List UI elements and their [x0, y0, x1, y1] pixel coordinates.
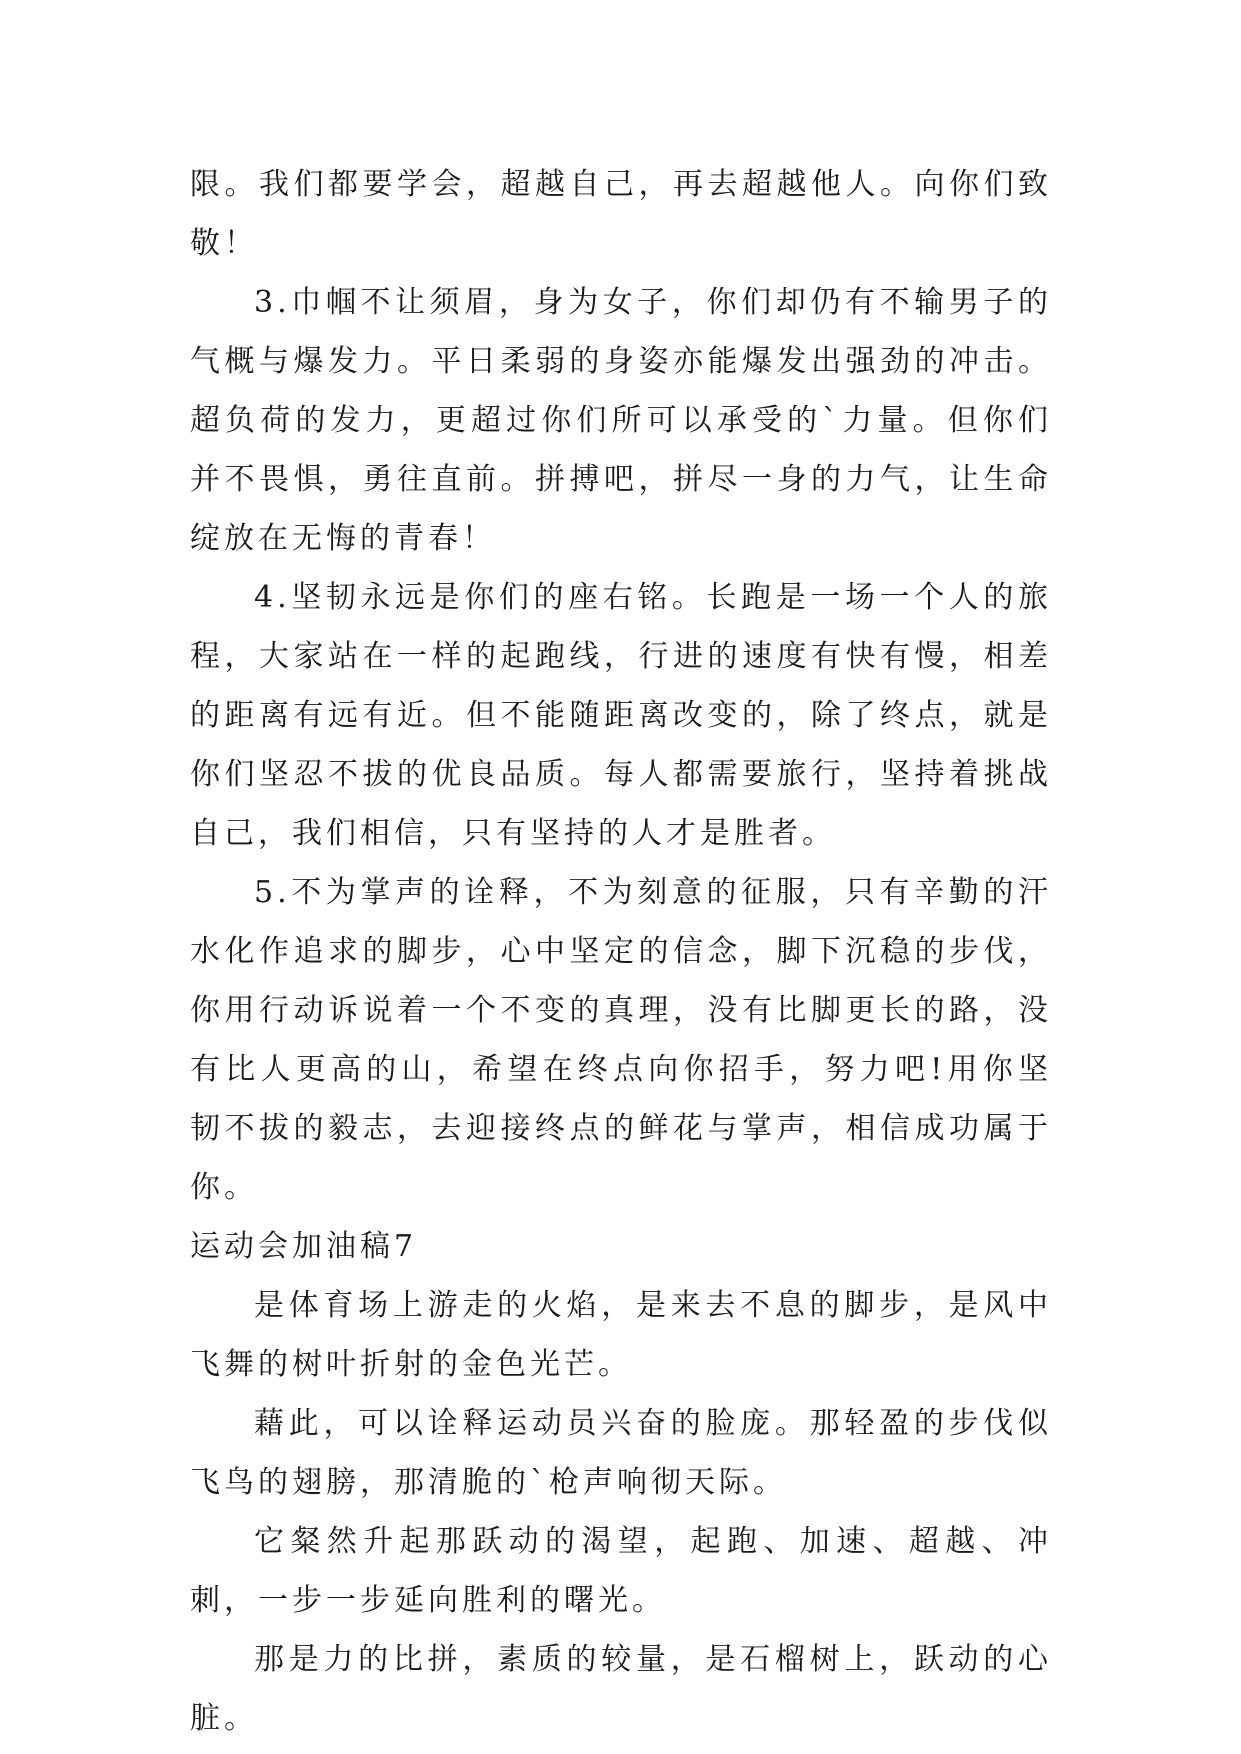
paragraph-continuation: 限。我们都要学会，超越自己，再去超越他人。向你们致敬！: [190, 167, 1052, 261]
document-body: [190, 155, 1052, 1748]
paragraph-item-4: 4.坚韧永远是你们的座右铭。长跑是一场一个人的旅程，大家站在一样的起跑线，行进的速度有快有慢，相差的距离有远有近。但不能随距离改变的，除了终点，就是你们坚忍不拔的优良品质。每人都需要旅行，坚持着挑战自己，我们相信，只有坚持的人才是胜者。: [190, 580, 1052, 851]
section-heading: 运动会加油稿7: [190, 1229, 418, 1264]
paragraph-item-5: 5.不为掌声的诠释，不为刻意的征服，只有辛勤的汗水化作追求的脚步，心中坚定的信念，脚下沉稳的步伐，你用行动诉说着一个不变的真理，没有比脚更长的路，没有比人更高的山，希望在终点向你招手，努力吧!用你坚韧不拔的毅志，去迎接终点的鲜花与掌声，相信成功属于你。: [190, 875, 1052, 1205]
paragraph: 它粲然升起那跃动的渴望，起跑、加速、超越、冲刺，一步一步延向胜利的曙光。: [190, 1524, 1052, 1618]
paragraph: 那是力的比拼，素质的较量，是石榴树上，跃动的心脏。: [190, 1642, 1052, 1736]
paragraph: 是体育场上游走的火焰，是来去不息的脚步，是风中飞舞的树叶折射的金色光芒。: [190, 1288, 1052, 1382]
paragraph: 藉此，可以诠释运动员兴奋的脸庞。那轻盈的步伐似飞鸟的翅膀，那清脆的`枪声响彻天际。: [190, 1406, 1052, 1500]
paragraph-item-3: 3.巾帼不让须眉，身为女子，你们却仍有不输男子的气概与爆发力。平日柔弱的身姿亦能爆发出强劲的冲击。超负荷的发力，更超过你们所可以承受的`力量。但你们并不畏惧，勇往直前。拼搏吧，拼尽一身的力气，让生命绽放在无悔的青春！: [190, 285, 1052, 556]
